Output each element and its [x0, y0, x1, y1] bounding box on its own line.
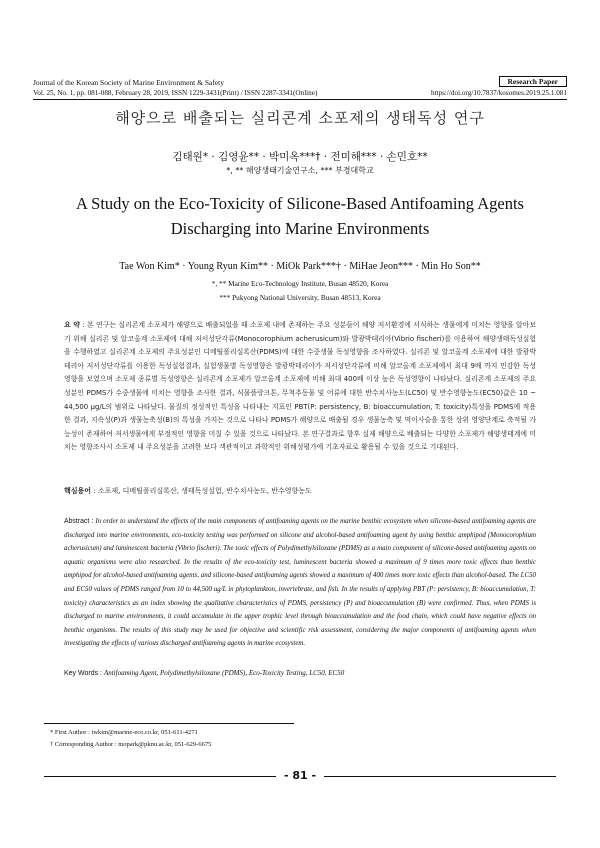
korean-keywords [64, 486, 536, 496]
korean-authors: 김태원* · 김영윤** · 박미옥***† · 전미해*** · 손민호** [172, 151, 428, 163]
journal-name: Journal of the Korean Society of Marine Environment & Safety [33, 78, 224, 87]
korean-keywords-label: 핵심용어 [64, 487, 92, 495]
volume-info: Vol. 25, No. 1, pp. 081-088, February 28, 2019, ISSN 1229-3431(Print) / ISSN 2287-3341(Online) [33, 89, 318, 97]
header-rule [33, 99, 567, 100]
english-keywords [64, 669, 536, 677]
english-affiliation-1: *, ** Marine Eco-Technology Institute, Busan 48520, Korea [211, 279, 389, 288]
first-author-footnote: * First Author : twkim@marine-eco.co.kr, 051-611-4271 [50, 729, 198, 736]
english-abstract-label: Abstract : [64, 518, 96, 525]
english-affiliation-2: *** Pukyong National University, Busan 48513, Korea [219, 293, 381, 302]
footnote-rule [44, 723, 294, 724]
english-title-line1: A Study on the Eco-Toxicity of Silicone-Based Antifoaming Agents [76, 194, 524, 213]
korean-abstract-label: 요 약 [64, 321, 80, 329]
page-number [0, 769, 600, 782]
english-title-line2: Discharging into Marine Environments [170, 219, 430, 238]
english-keywords-text: Antifoaming Agent, Polydimethylsiloxane (PDMS), Eco-Toxicity Testing, LC50, EC50 [103, 669, 345, 677]
doi-link[interactable]: https://doi.org/10.7837/kosomes.2019.25.1.081 [430, 89, 567, 97]
korean-abstract-text: : 본 연구는 실리콘계 소포제가 해양으로 배출되었을 때 소포제 내에 존재하는 주요 성분들이 해양 저서환경에 서식하는 생물에게 미치는 영향을 알아보기 위해 실리콘 및 알코올계 소포제에 대해 저서성단각류(Monocorophium acherusicum)와 발광박테리아(Vibrio fischeri)를 이용하여 해양생태독성실험을 수행하였고 실리콘계 소포제의 주요성분인 디메틸폴리실록산(PDMS)에 대한 수중생물 독성영향을 조사하였다. 실리콘 및 알코올계 소포제에 대한 발광박테리아 저서성단각류를 이용한 독성실험결과, 실험생물별 독성영향은 발광박테리아가 저서성단각류에 비해 알코올계 소포제에서 최대 9배 까지 민감한 독성영향을 보였으며 소포제 종류별 독성영향은 실리콘계 소포제가 알코올계 소포제에 비해 최대 400배 이상 높은 독성영향이 나타났다. 실리콘계 소포제의 주요성분인 PDMS가 수중생물에 미치는 영향을 조사한 결과, 식물플랑크톤, 무척추동물 및 어류에 대한 반수치사농도(LC50) 및 반수영향농도(EC50)값은 10 ~ 44,500 μg/L의 범위로 나타났다. 물질의 정성적인 특성을 나타내는 지표인 PBT(P: persistency, B: bioaccumulation, T: toxicity)특성을 PDMS에 적용한 결과, 지속성(P)과 생물농축성(B)의 특성을 가지는 것으로 나타나 PDMS가 해양으로 배출될 경우 생물농축 및 먹이사슬을 통한 상위 영양단계로 축적될 가능성이 존재하여 저서생물에게 부정적인 영향을 미칠 수 있을 것으로 나타났다. 본 연구결과로 향후 실제 해양으로 배출되는 다양한 소포제가 해양생태계에 미치는 영향조사시 소포제 내 주요성분을 고려한 보다 객관적이고 과학적인 위해성평가에 기초자료로 활용될 수 있을 것으로 기대된다. [64, 321, 536, 452]
english-abstract-text: In order to understand the effects of the main components of antifoaming agents on the marine benthic ecosystem when silicone-based antifoaming agents are discharged into marine environments, eco-toxicity testing was performed on silicone and alcohol-based antifoaming agent by using benthic amphipod (Monocorophium acherusicum) and luminescent bacteria (Vibrio fischeri). The toxic effects of Polydimethylsiloxane (PDMS) as a main component of silicone-based antifoaming agents on aquatic organisms were also researched. In the results of the eco-toxicity test, luminescent bacteria showed a maximum of 9 times more toxic effects than benthic amphipod for alcohol-based antifoaming agents, and silicone-based antifoaming agents showed a maximum of 400 times more toxic effects than alcohol-based. The LC50 and EC50 values of PDMS ranged from 10 to 44,500 ug/L in phytoplankton, invertebrate, and fish. In the results of applying PBT (P: persistency, B: bioaccumulation, T: toxicity) characteristics as an index showing the qualitative characteristics of PDMS, persistency (P) and bioaccumulation (B) were confirmed. Thus, when PDMS is discharged to marine environments, it could accumulate in the upper trophic level through bioaccumulation and the food chain, which could have negative effects on benthic organisms. The results of this study may be used for objective and scientific risk assessment, considering the major components of antifoaming agents when investigating the effects of various discharged antifoaming agents in marine ecosystem. [64, 518, 536, 648]
paper-type-badge: Research Paper [499, 76, 567, 87]
english-keywords-label: Key Words : [64, 670, 104, 677]
korean-keywords-text: : 소포제, 디메틸폴리실록산, 생태독성실험, 반수치사농도, 반수영향농도 [91, 487, 312, 495]
page-number-text: - 81 - [276, 769, 324, 782]
english-abstract [64, 515, 536, 651]
korean-abstract [64, 319, 536, 455]
corresponding-author-footnote: † Corresponding Author : mopark@pknu.ac.kr, 051-629-6675 [50, 741, 212, 748]
korean-affiliation: *, ** 해양생태기술연구소, *** 부경대학교 [226, 166, 374, 175]
korean-title: 해양으로 배출되는 실리콘계 소포제의 생태독성 연구 [115, 109, 485, 127]
english-authors: Tae Won Kim* · Young Ryun Kim** · MiOk Park***† · MiHae Jeon*** · Min Ho Son** [119, 261, 481, 272]
english-title [0, 191, 600, 241]
